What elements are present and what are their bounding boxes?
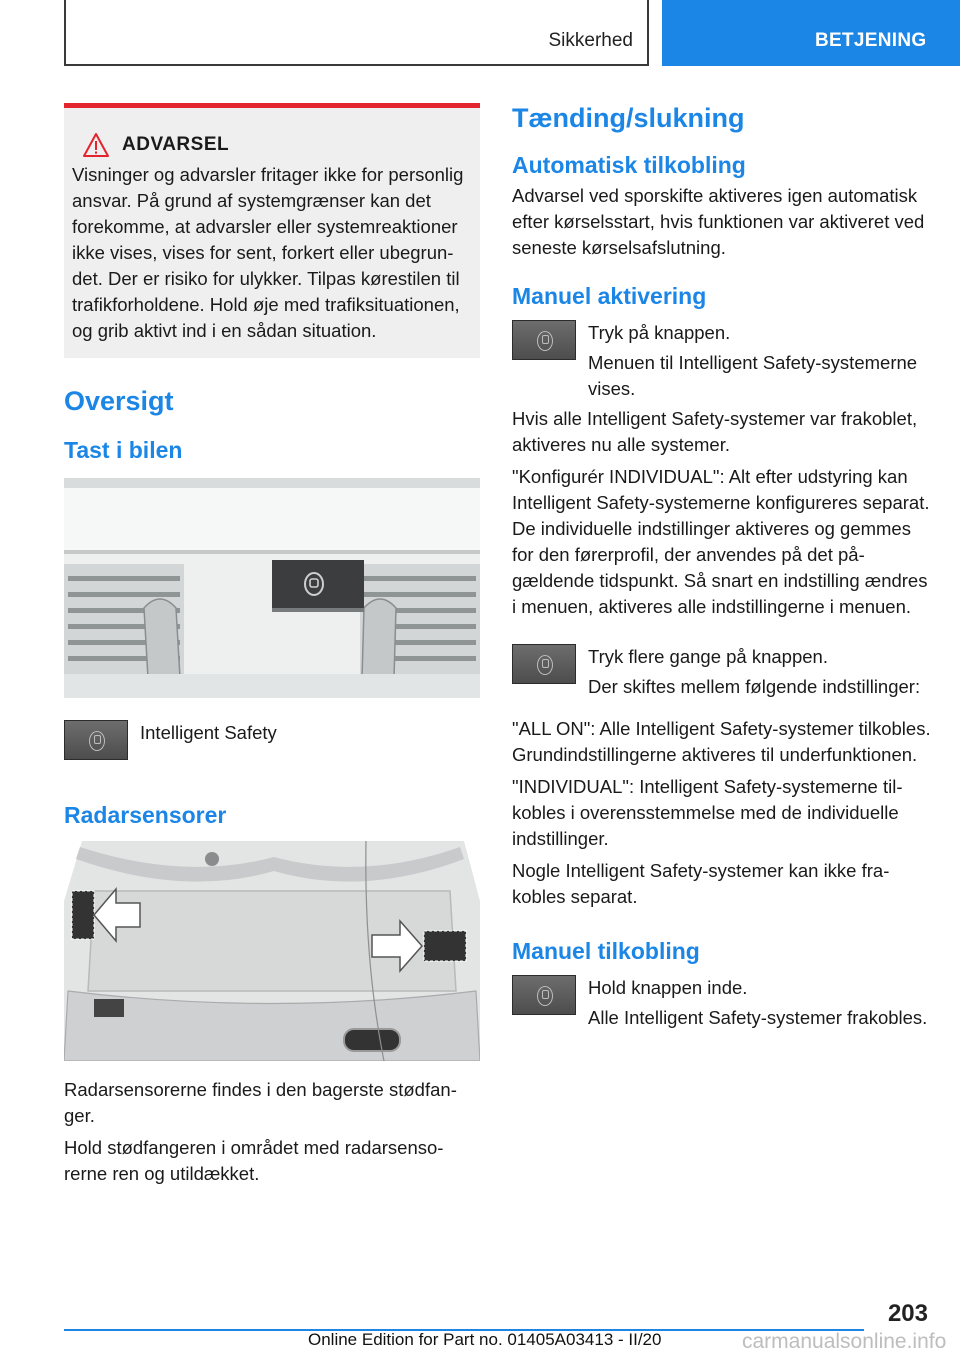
button-legend-row: [64, 720, 480, 788]
header-chapter-title: BETJENING: [815, 30, 927, 51]
automatic-on-paragraph: Advarsel ved sporskifte aktiveres igen automatisk efter kørselsstart, hvis funktionen var aktiveret ved seneste kørselsafslutning.: [512, 185, 925, 258]
heading-overview: Oversigt: [64, 386, 174, 416]
warning-triangle-icon: [82, 132, 110, 158]
watermark: carmanualsonline.info: [742, 1330, 947, 1353]
page-number: 203: [887, 1300, 928, 1327]
intelligent-safety-button-icon: [64, 720, 128, 760]
heading-manual-activation: Manuel aktivering: [512, 283, 707, 309]
intelligent-safety-button-icon: [512, 320, 576, 360]
warning-header: [72, 132, 470, 158]
manual-step-1-line-1: Tryk på knappen.: [588, 322, 731, 343]
manual-step-1-line-2: Menuen til Intelligent Safety-systemerne vises.: [588, 352, 918, 399]
manual-off-line-1: Hold knappen inde.: [588, 977, 748, 998]
radar-paragraph-1: Radarsensorerne findes i den bagerste stødfanger.: [64, 1079, 457, 1126]
manual-activation-step-1: [512, 320, 932, 402]
heading-radar-sensors: Radarsensorer: [64, 802, 227, 828]
intelligent-safety-button-icon: [512, 644, 576, 684]
radar-sensor-photo: [64, 841, 480, 1061]
manual-paragraph-3: "ALL ON": Alle Intelligent Safety-systemer tilkobles. Grundindstillingerne aktiveres til underfunktionen.: [512, 718, 931, 765]
manual-activation-step-2: [512, 644, 932, 712]
radar-paragraph-2: Hold stødfangeren i området med radarsensorerne ren og utildækket.: [64, 1137, 444, 1184]
dashboard-button-photo: [64, 478, 480, 698]
heading-on-off: Tænding/slukning: [512, 103, 745, 133]
manual-paragraph-1: Hvis alle Intelligent Safety-systemer var frakoblet, aktiveres nu alle systemer.: [512, 408, 918, 455]
warning-title: ADVARSEL: [122, 134, 230, 155]
manual-paragraph-4: "INDIVIDUAL": Intelligent Safety-systemerne tilkobles i overensstemmelse med de individuelle indstillinger.: [512, 776, 903, 849]
warning-text: Visninger og advarsler fritager ikke for personlig ansvar. På grund af systemgrænser kan det forekomme, at advarsler eller systemreaktioner ikke vises, vises for sent, forkert eller ubegrundet. Der er risiko for ulykker. Tilpas kørestilen til trafikforholdene. Hold øje med trafiksituationen, og grib aktivt ind i en sådan situation.: [72, 164, 464, 341]
footer-edition: Online Edition for Part no. 01405A03413 - II/20: [308, 1330, 662, 1349]
manual-step-2-line-2: Der skiftes mellem følgende indstillinger:: [588, 676, 921, 697]
intelligent-safety-button-icon: [512, 975, 576, 1015]
heading-automatic-on: Automatisk tilkobling: [512, 152, 746, 178]
manual-off-step: [512, 975, 932, 1043]
heading-button-in-car: Tast i bilen: [64, 437, 183, 463]
manual-paragraph-5: Nogle Intelligent Safety-systemer kan ikke frakobles separat.: [512, 860, 890, 907]
button-legend-label: Intelligent Safety: [140, 722, 277, 743]
manual-step-2-line-1: Tryk flere gange på knappen.: [588, 646, 828, 667]
header-section-title: Sikkerhed: [548, 30, 633, 51]
right-column: [512, 103, 932, 1043]
header-chapter-box: [662, 0, 960, 66]
heading-manual-off: Manuel tilkobling: [512, 938, 700, 964]
warning-box: [64, 103, 480, 358]
header-section-box: [64, 0, 649, 66]
manual-off-line-2: Alle Intelligent Safety-systemer frakobles.: [588, 1007, 928, 1028]
left-column: [64, 103, 480, 1191]
manual-paragraph-2: "Konfigurér INDIVIDUAL": Alt efter udstyring kan Intelligent Safety-systemerne konfigureres separat. De individuelle indstillinger aktiveres og gemmes for den førerprofil, der anvendes på det pågældende tidspunkt. Så snart en indstilling ændres i menuen, aktiveres alle indstillingerne i menuen.: [512, 466, 930, 617]
